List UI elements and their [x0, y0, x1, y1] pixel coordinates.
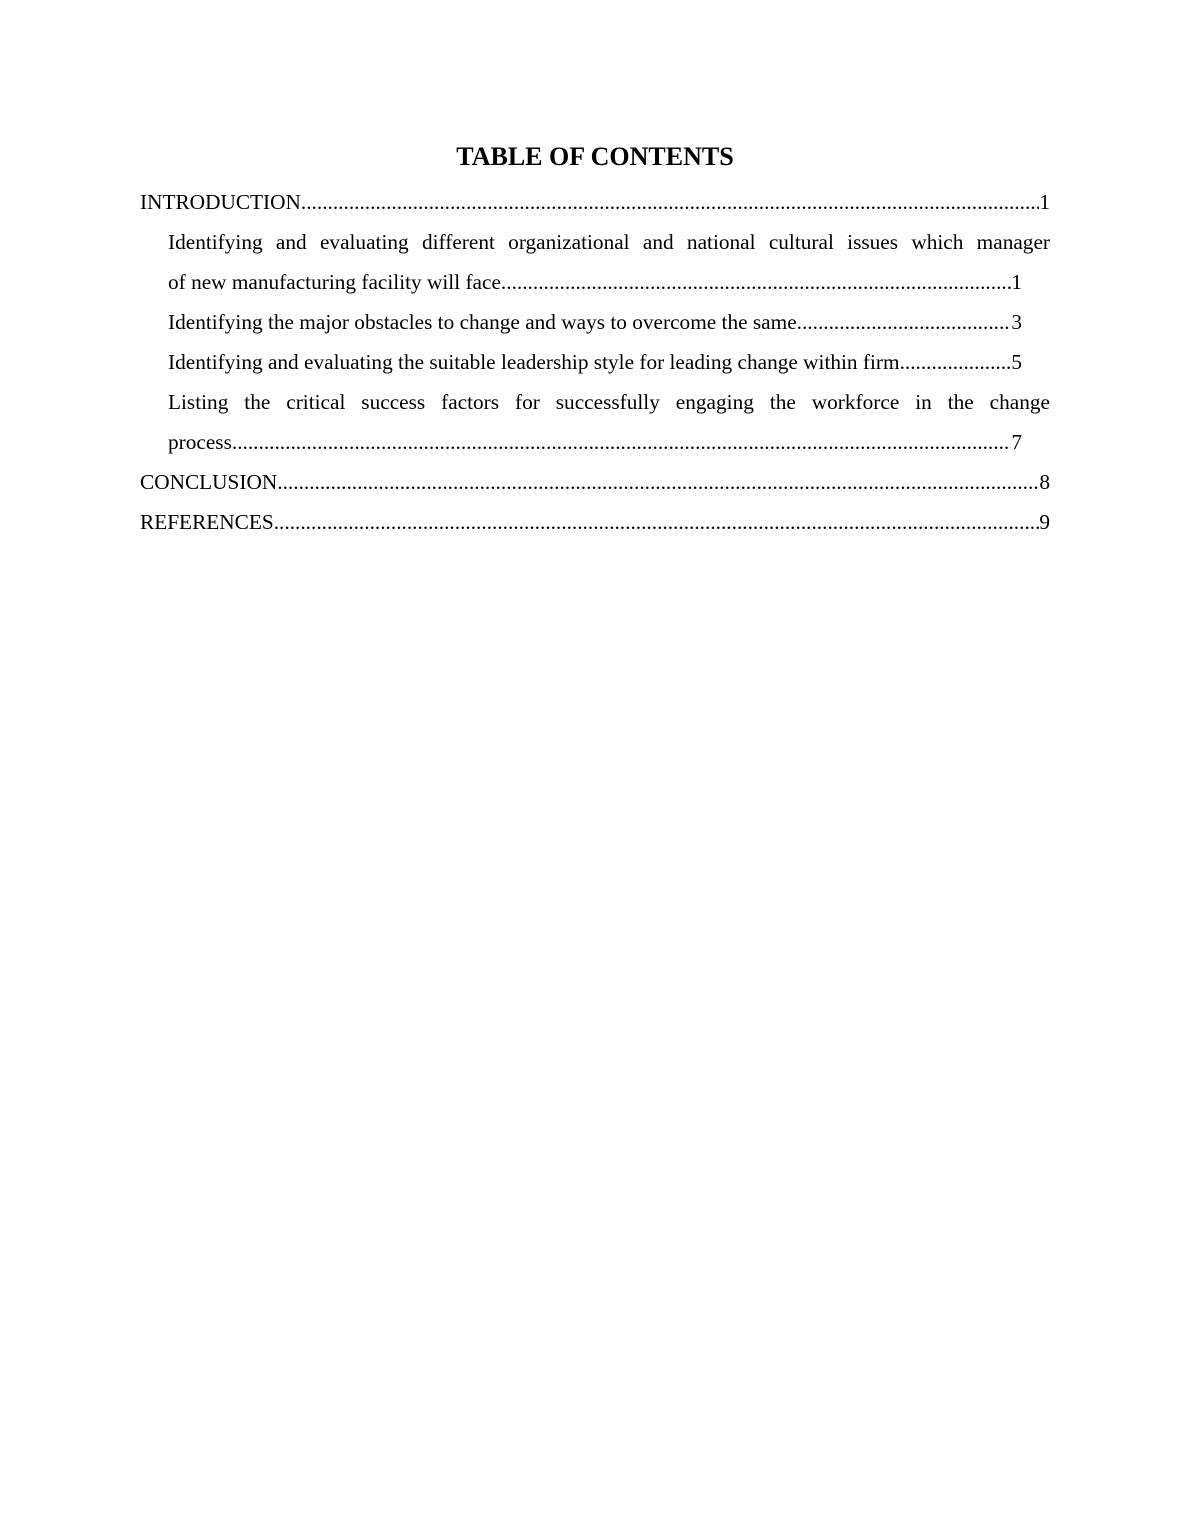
toc-entry-introduction[interactable] [140, 182, 1050, 222]
dot-leader [274, 502, 1040, 542]
toc-entry-conclusion[interactable] [140, 462, 1050, 502]
toc-entry-label-line2: process [168, 430, 232, 454]
dot-leader [232, 422, 1011, 462]
toc-entry-label: Identifying the major obstacles to change and ways to overcome the same [168, 310, 797, 334]
dot-leader [797, 302, 1012, 342]
toc-page-number: 5 [1011, 350, 1022, 374]
toc-title: TABLE OF CONTENTS [456, 142, 734, 171]
dot-leader [301, 182, 1039, 222]
toc-entry-label: INTRODUCTION [140, 190, 301, 214]
toc-page-number: 1 [1011, 270, 1022, 294]
toc-entry-critical-success-factors[interactable] [168, 382, 1050, 462]
toc-entry-cultural-issues[interactable] [168, 222, 1050, 302]
toc-entry-label-line2: of new manufacturing facility will face [168, 270, 501, 294]
toc-page-number: 7 [1011, 430, 1022, 454]
toc-page-number: 9 [1039, 510, 1050, 534]
toc-entry-label-line1: Identifying and evaluating different organizational and national cultural issues which manager [168, 230, 1050, 254]
toc-entry-label: Identifying and evaluating the suitable leadership style for leading change within firm [168, 350, 900, 374]
toc-page-number: 1 [1039, 190, 1050, 214]
toc-entry-label-line1: Listing the critical success factors for successfully engaging the workforce in the change [168, 390, 1050, 414]
dot-leader [501, 262, 1011, 302]
dot-leader [277, 462, 1039, 502]
toc-entry-references[interactable] [140, 502, 1050, 542]
toc-entry-label: REFERENCES [140, 510, 274, 534]
toc-page-number: 8 [1039, 470, 1050, 494]
toc-entry-leadership-style[interactable] [168, 342, 1022, 382]
toc-page-number: 3 [1011, 310, 1022, 334]
table-of-contents [140, 182, 1050, 542]
dot-leader [900, 342, 1012, 382]
toc-entry-label: CONCLUSION [140, 470, 278, 494]
toc-entry-obstacles-to-change[interactable] [168, 302, 1022, 342]
